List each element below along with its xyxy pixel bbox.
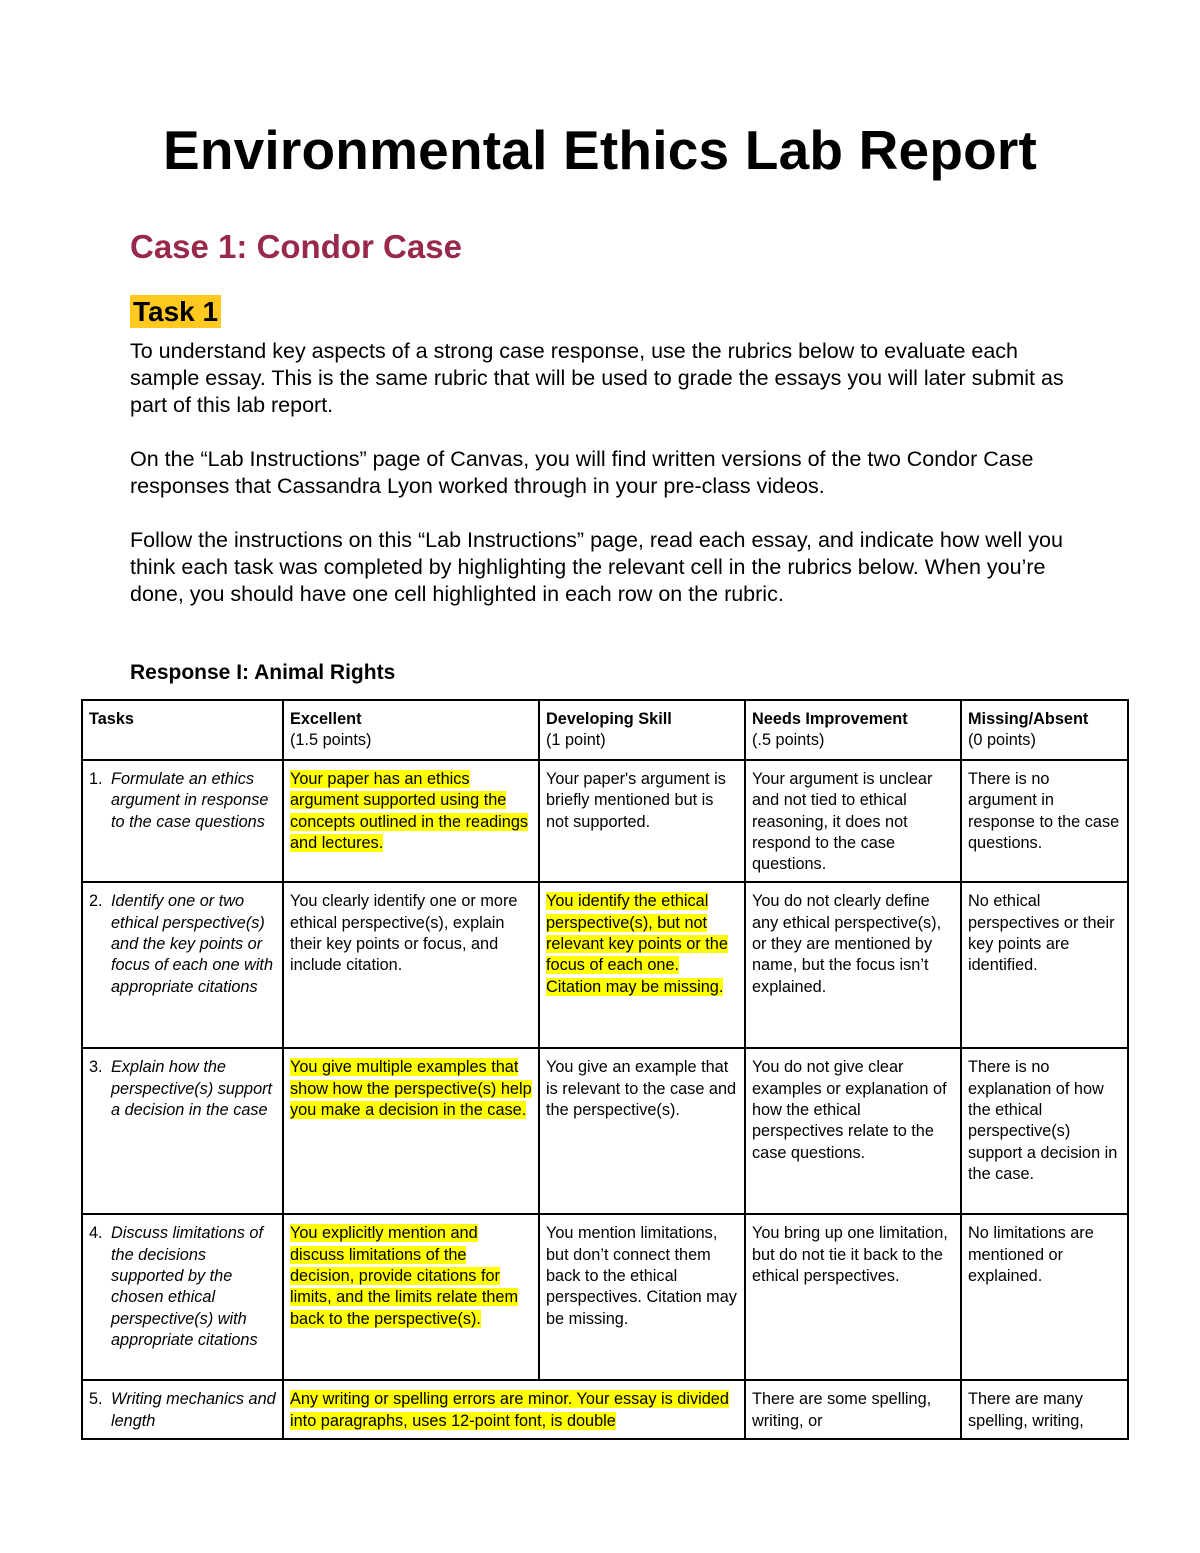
header-label: Missing/Absent [968, 710, 1089, 728]
header-points: (0 points) [968, 731, 1036, 750]
instructions-paragraph: Follow the instructions on this “Lab Instructions” page, read each essay, and indicate how well you think each task was completed by highlighting the relevant cell in the rubrics below. When you’re done, you should have one cell highlighted in each row on the rubric. [130, 528, 1063, 606]
developing-cell[interactable] [539, 1048, 745, 1214]
cell-text: You mention limitations, but don’t connect them back to the ethical perspectives. Citation may be missing. [546, 1224, 737, 1328]
cell-text: You explicitly mention and discuss limitations of the decision, provide citations for limits, and the limits relate them back to the perspective(s). [290, 1224, 519, 1328]
cell-text: There are many spelling, writing, [968, 1390, 1084, 1430]
header-label: Needs Improvement [752, 710, 908, 728]
task-cell [82, 1380, 283, 1439]
task-description: Formulate an ethics argument in response to the case questions [111, 770, 269, 831]
task-cell [82, 1048, 283, 1214]
task-number: 5. [89, 1390, 103, 1409]
header-label: Excellent [290, 710, 362, 728]
missing-cell[interactable] [961, 1048, 1128, 1214]
developing-cell[interactable] [539, 882, 745, 1048]
header-label: Developing Skill [546, 710, 672, 728]
header-points: (1.5 points) [290, 731, 372, 750]
missing-cell[interactable] [961, 760, 1128, 882]
header-points: (.5 points) [752, 731, 825, 750]
missing-cell[interactable] [961, 1214, 1128, 1380]
cell-text: You do not give clear examples or explanation of how the ethical perspectives relate to the case questions. [752, 1058, 947, 1162]
task-description: Discuss limitations of the decisions supported by the chosen ethical perspective(s) with appropriate citations [111, 1224, 264, 1349]
needs-improvement-cell[interactable] [745, 760, 961, 882]
rubric-row [82, 1048, 1128, 1214]
missing-cell[interactable] [961, 882, 1128, 1048]
rubric-row [82, 882, 1128, 1048]
excellent-cell[interactable] [283, 760, 539, 882]
task-description: Identify one or two ethical perspective(s) and the key points or focus of each one with appropriate citations [111, 892, 274, 996]
rubric-header-row [82, 700, 1128, 760]
rubric-row [82, 760, 1128, 882]
cell-text: There is no argument in response to the case questions. [968, 770, 1120, 852]
header-tasks [82, 700, 283, 760]
header-points: (1 point) [546, 731, 606, 750]
task-number: 3. [89, 1058, 103, 1077]
cell-text: You do not clearly define any ethical perspective(s), or they are mentioned by name, but the focus isn’t explained. [752, 892, 942, 996]
developing-cell[interactable] [539, 760, 745, 882]
needs-improvement-cell[interactable] [745, 1380, 961, 1439]
task-cell [82, 760, 283, 882]
task-description: Writing mechanics and length [111, 1390, 276, 1430]
task-number: 2. [89, 892, 103, 911]
response-heading: Response I: Animal Rights [130, 661, 396, 684]
header-label: Tasks [89, 710, 134, 728]
excellent-cell[interactable] [283, 1214, 539, 1380]
header-excellent [283, 700, 539, 760]
intro-paragraph: To understand key aspects of a strong case response, use the rubrics below to evaluate each sample essay. This is the same rubric that will be used to grade the essays you will later submit as part of this lab report. [130, 339, 1064, 417]
header-developing [539, 700, 745, 760]
rubric-row [82, 1380, 1128, 1439]
cell-text: You clearly identify one or more ethical perspective(s), explain their key points or focus, and include citation. [290, 892, 518, 975]
excellent-developing-merged-cell[interactable] [283, 1380, 745, 1439]
task-description: Explain how the perspective(s) support a decision in the case [111, 1058, 273, 1120]
developing-cell[interactable] [539, 1214, 745, 1380]
document-title: Environmental Ethics Lab Report [162, 119, 1038, 181]
needs-improvement-cell[interactable] [745, 882, 961, 1048]
rubric-row [82, 1214, 1128, 1380]
task-number: 1. [89, 770, 103, 788]
canvas-paragraph: On the “Lab Instructions” page of Canvas, you will find written versions of the two Condor Case responses that Cassandra Lyon worked through in your pre-class videos. [130, 447, 1034, 498]
task-number: 4. [89, 1224, 103, 1243]
header-missing [961, 700, 1128, 760]
header-needs-improvement [745, 700, 961, 760]
missing-cell[interactable] [961, 1380, 1128, 1439]
cell-text: There is no explanation of how the ethical perspective(s) support a decision in the case. [968, 1058, 1118, 1183]
cell-text: Your paper's argument is briefly mentioned but is not supported. [546, 770, 726, 831]
cell-text: You give multiple examples that show how the perspective(s) help you make a decision in the case. [290, 1058, 532, 1120]
cell-text: No limitations are mentioned or explained. [968, 1224, 1094, 1286]
case-heading: Case 1: Condor Case [130, 228, 462, 265]
task-cell [82, 1214, 283, 1380]
cell-text: Your paper has an ethics argument supported using the concepts outlined in the readings and lectures. [290, 770, 529, 852]
needs-improvement-cell[interactable] [745, 1214, 961, 1380]
cell-text: There are some spelling, writing, or [752, 1390, 932, 1430]
excellent-cell[interactable] [283, 882, 539, 1048]
cell-text: Your argument is unclear and not tied to ethical reasoning, it does not respond to the case questions. [752, 770, 933, 874]
task-cell [82, 882, 283, 1048]
cell-text: You identify the ethical perspective(s), but not relevant key points or the focus of each one. Citation may be missing. [546, 892, 728, 996]
cell-text: No ethical perspectives or their key points are identified. [968, 892, 1115, 975]
rubric-table [81, 699, 1129, 1440]
excellent-cell[interactable] [283, 1048, 539, 1214]
cell-text: You bring up one limitation, but do not tie it back to the ethical perspectives. [752, 1224, 948, 1286]
task-heading: Task 1 [130, 295, 221, 328]
needs-improvement-cell[interactable] [745, 1048, 961, 1214]
cell-text: Any writing or spelling errors are minor. Your essay is divided into paragraphs, uses 12-point font, is double [290, 1390, 729, 1430]
cell-text: You give an example that is relevant to the case and the perspective(s). [546, 1058, 737, 1120]
